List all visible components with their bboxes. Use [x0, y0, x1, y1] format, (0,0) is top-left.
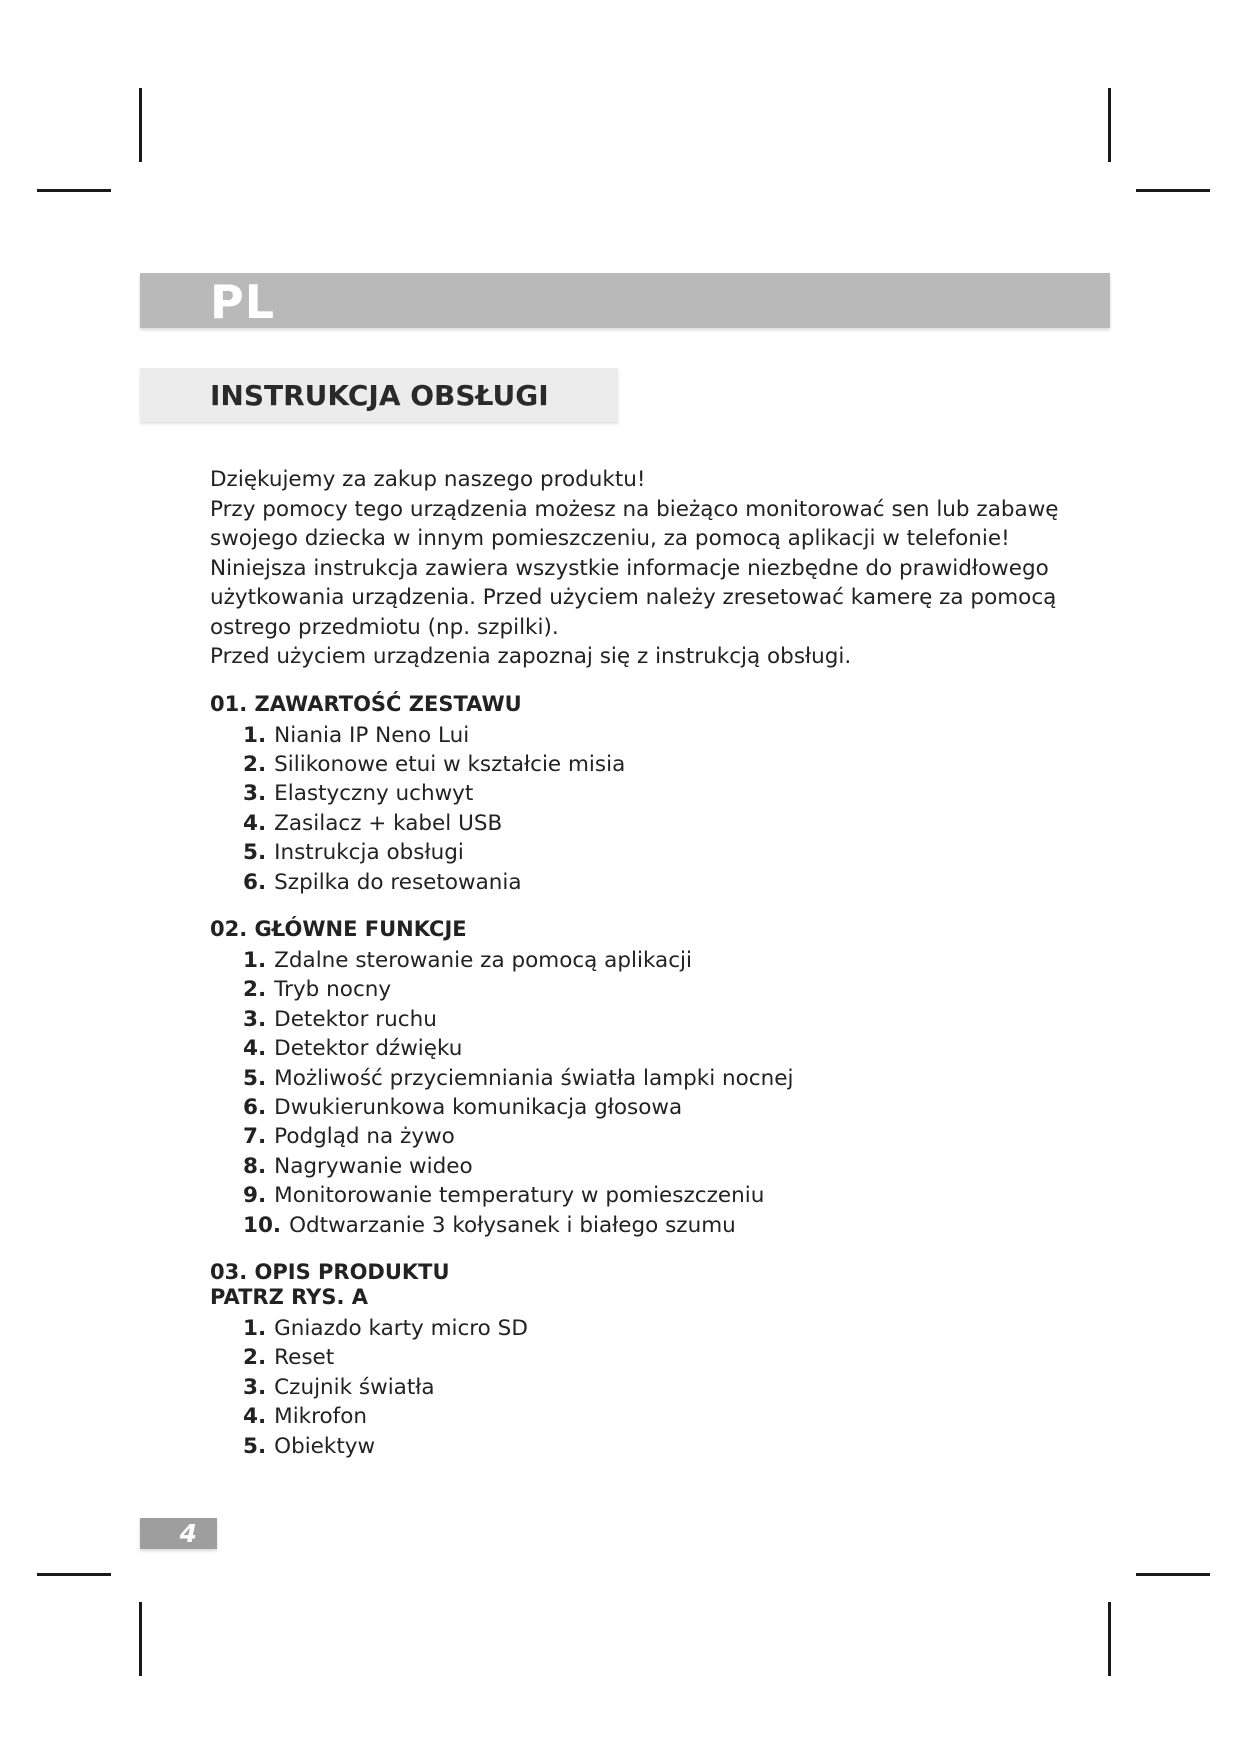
section-block — [210, 917, 1110, 1240]
section-block — [210, 1260, 1110, 1461]
section-heading — [210, 1260, 1110, 1310]
list-item-text: Silikonowe etui w kształcie misia — [274, 751, 626, 777]
section-block — [210, 692, 1110, 897]
list-item-text: Detektor dźwięku — [274, 1036, 463, 1062]
sections-container — [210, 692, 1110, 1462]
crop-mark-top-left-vertical — [139, 88, 142, 162]
list-item — [243, 975, 1110, 1004]
list-item-number: 3. — [243, 781, 267, 807]
list-item — [243, 1402, 1110, 1431]
list-item-number: 6. — [243, 1094, 267, 1120]
list-item — [243, 1343, 1110, 1372]
list-item-text: Gniazdo karty micro SD — [274, 1316, 528, 1341]
list-item — [243, 1093, 1110, 1122]
list-item-number: 5. — [243, 840, 267, 866]
list-item — [243, 1064, 1110, 1093]
language-label: PL — [210, 275, 276, 329]
list-item-number: 10. — [243, 1212, 282, 1238]
intro-paragraph: Przy pomocy tego urządzenia możesz na bieżąco monitorować sen lub zabawę swojego dziecka w innym pomieszczeniu, za pomocą aplikacji w telefonie! — [210, 496, 1059, 551]
list-item-number: 4. — [243, 810, 267, 836]
page-number-box — [140, 1518, 217, 1549]
list-item-number: 2. — [243, 1345, 267, 1371]
list-item-text: Niania IP Neno Lui — [274, 722, 470, 748]
list-item — [243, 1005, 1110, 1034]
list-item — [243, 1314, 1110, 1343]
section-heading-text: 01. ZAWARTOŚĆ ZESTAWU — [210, 691, 522, 716]
section-heading — [210, 917, 1110, 942]
list-item-number: 4. — [243, 1404, 267, 1430]
list-item — [243, 838, 1110, 867]
list-item-text: Zdalne sterowanie za pomocą aplikacji — [274, 947, 692, 973]
list-item-text: Obiektyw — [274, 1433, 376, 1459]
list-item — [243, 1034, 1110, 1063]
crop-mark-bottom-right-horizontal — [1136, 1573, 1210, 1576]
list-item-text: Elastyczny uchwyt — [274, 781, 474, 807]
list-item — [243, 779, 1110, 808]
list-item — [243, 868, 1110, 897]
list-item-text: Detektor ruchu — [274, 1006, 437, 1032]
page-title: INSTRUKCJA OBSŁUGI — [210, 379, 549, 412]
section-subheading: PATRZ RYS. A — [210, 1285, 369, 1309]
title-banner — [140, 368, 618, 422]
list-item-number: 1. — [243, 1316, 267, 1341]
document-body — [210, 465, 1110, 1461]
list-item-text: Nagrywanie wideo — [274, 1153, 473, 1179]
list-item — [243, 1122, 1110, 1151]
list-item-number: 2. — [243, 977, 267, 1003]
section-list — [210, 1314, 1110, 1461]
intro-text — [210, 465, 1110, 672]
crop-mark-bottom-right-vertical — [1108, 1602, 1111, 1676]
list-item-number: 3. — [243, 1006, 267, 1032]
list-item-number: 4. — [243, 1036, 267, 1062]
section-list — [210, 721, 1110, 897]
list-item — [243, 1432, 1110, 1461]
list-item-text: Mikrofon — [274, 1404, 367, 1430]
list-item — [243, 1373, 1110, 1402]
language-banner — [140, 273, 1110, 328]
list-item-number: 7. — [243, 1124, 267, 1150]
list-item-text: Szpilka do resetowania — [274, 869, 522, 895]
crop-mark-top-right-vertical — [1108, 88, 1111, 162]
crop-mark-top-left-horizontal — [37, 189, 111, 192]
intro-paragraph: Przed użyciem urządzenia zapoznaj się z instrukcją obsługi. — [210, 644, 852, 669]
list-item — [243, 946, 1110, 975]
section-heading-text: 02. GŁÓWNE FUNKCJE — [210, 916, 467, 941]
list-item-number: 2. — [243, 751, 267, 777]
list-item-text: Reset — [274, 1345, 335, 1371]
crop-mark-top-right-horizontal — [1136, 189, 1210, 192]
list-item-number: 9. — [243, 1183, 267, 1209]
list-item-number: 1. — [243, 722, 267, 748]
list-item-text: Możliwość przyciemniania światła lampki nocnej — [274, 1065, 794, 1091]
list-item-text: Instrukcja obsługi — [274, 840, 464, 866]
list-item-text: Czujnik światła — [274, 1374, 435, 1400]
crop-mark-bottom-left-vertical — [139, 1602, 142, 1676]
page-number: 4 — [179, 1519, 197, 1548]
section-heading — [210, 692, 1110, 717]
list-item — [243, 750, 1110, 779]
list-item-text: Podgląd na żywo — [274, 1124, 455, 1150]
intro-paragraph: Niniejsza instrukcja zawiera wszystkie informacje niezbędne do prawidłowego użytkowania urządzenia. Przed użyciem należy zresetować kamerę za pomocą ostrego przedmiotu (np. szpilki). — [210, 555, 1057, 640]
list-item — [243, 721, 1110, 750]
list-item-number: 5. — [243, 1065, 267, 1091]
list-item — [243, 809, 1110, 838]
list-item — [243, 1152, 1110, 1181]
list-item-number: 6. — [243, 869, 267, 895]
list-item-text: Tryb nocny — [274, 977, 392, 1003]
list-item-text: Odtwarzanie 3 kołysanek i białego szumu — [289, 1212, 736, 1238]
list-item-number: 1. — [243, 947, 267, 973]
intro-paragraph: Dziękujemy za zakup naszego produktu! — [210, 467, 646, 492]
list-item-text: Monitorowanie temperatury w pomieszczeniu — [274, 1183, 765, 1209]
list-item-text: Zasilacz + kabel USB — [274, 810, 503, 836]
list-item — [243, 1211, 1110, 1240]
section-list — [210, 946, 1110, 1240]
list-item — [243, 1181, 1110, 1210]
crop-mark-bottom-left-horizontal — [37, 1573, 111, 1576]
list-item-text: Dwukierunkowa komunikacja głosowa — [274, 1094, 683, 1120]
section-heading-text: 03. OPIS PRODUKTU — [210, 1260, 450, 1284]
list-item-number: 8. — [243, 1153, 267, 1179]
list-item-number: 3. — [243, 1374, 267, 1400]
list-item-number: 5. — [243, 1433, 267, 1459]
